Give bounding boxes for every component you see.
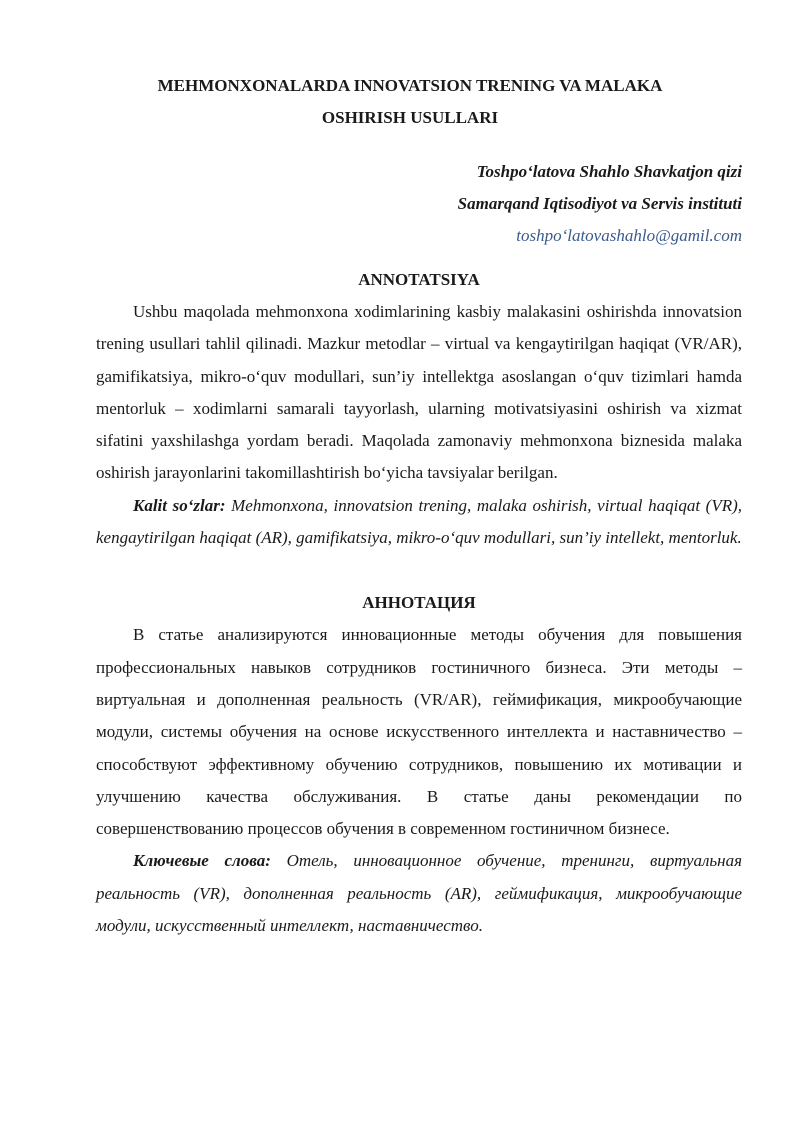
- paper-title: [78, 70, 742, 134]
- keywords-ru-label: Ключевые слова:: [133, 851, 271, 871]
- keywords-ru-list: Отель, инновационное обучение, тренинги, виртуальная реальность (VR), дополненная реальность (AR), геймификация, микрообучающие модули, искусственный интеллект, наставничество.: [96, 851, 742, 936]
- paper-title-line-1: MEHMONXONALARDA INNOVATSION TRENING VA MALAKA: [157, 76, 663, 95]
- author-name: Toshpo‘latova Shahlo Shavkatjon qizi: [476, 162, 742, 181]
- abstract-uz-text: Ushbu maqolada mehmonxona xodimlarining kasbiy malakasini oshirishda innovatsion trening usullari tahlil qilinadi. Mazkur metodlar – virtual va kengaytirilgan haqiqat (VR/AR), gamifikatsiya, mikro-o‘quv modullari, sun’iy intellektga asoslangan o‘quv tizimlari hamda mentorluk – xodimlarni samarali tayyorlash, ularning motivatsiyasini oshirish va xizmat sifatini yaxshilashga yordam beradi. Maqolada zamonaviy mehmonxona biznesida malaka oshirish jarayonlarini takomillashtirish bo‘yicha tavsiyalar berilgan.: [96, 302, 742, 483]
- keywords-uz-label: Kalit so‘zlar:: [133, 495, 226, 515]
- keywords-ru: [96, 845, 742, 942]
- keywords-uz: [96, 490, 742, 555]
- author-institution: Samarqand Iqtisodiyot va Servis instituti: [457, 194, 742, 213]
- keywords-uz-list: Mehmonxona, innovatsion trening, malaka oshirish, virtual haqiqat (VR), kengaytirilgan haqiqat (AR), gamifikatsiya, mikro-o‘quv modullari, sun’iy intellekt, mentorluk.: [96, 495, 743, 548]
- paper-title-line-2: OSHIRISH USULLARI: [321, 108, 499, 127]
- abstract-ru-text: В статье анализируются инновационные методы обучения для повышения профессиональных навыков сотрудников гостиничного бизнеса. Эти методы – виртуальная и дополненная реальность (VR/AR), геймификация, микрообучающие модули, системы обучения на основе искусственного интеллекта и наставничество – способствуют эффективному обучению сотрудников, повышению их мотивации и улучшению качества обслуживания. В статье даны рекомендации по совершенствованию процессов обучения в современном гостиничном бизнесе.: [96, 625, 742, 839]
- abstract-uz-heading: ANNOTATSIYA: [358, 270, 480, 289]
- author-email[interactable]: toshpo‘latovashahlo@gamil.com: [516, 226, 742, 245]
- abstract-ru-heading: АННОТАЦИЯ: [362, 593, 476, 613]
- author-block: [96, 156, 742, 252]
